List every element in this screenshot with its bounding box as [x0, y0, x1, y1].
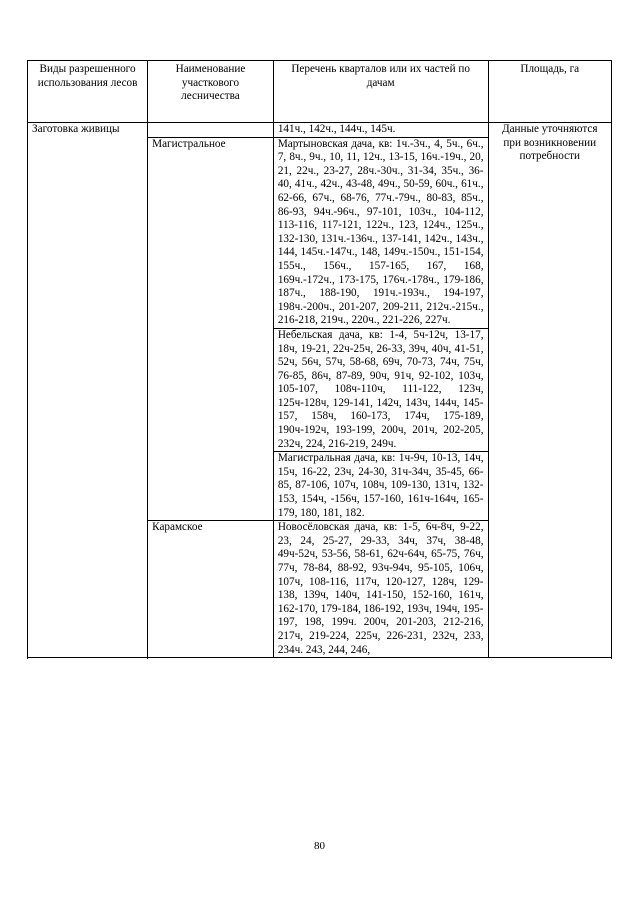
forestry-cell-empty [148, 123, 274, 138]
forest-use-table [27, 60, 612, 658]
header-forestry: Наименование участкового лесничества [148, 61, 274, 123]
area-cell: Данные уточняются при возникновении потребности [488, 123, 612, 658]
table-row [28, 123, 612, 138]
quarters-cell: Небельская дача, кв: 1-4, 5ч-12ч, 13-17, 18ч, 19-21, 22ч-25ч, 26-33, 39ч, 40ч, 41-51, 52ч, 56ч, 57ч, 58-68, 69ч, 70-73, 74ч, 75ч, 76-85, 86ч, 87-89, 90ч, 91ч, 92-102, 103ч, 105-107, 108ч-110ч, 111-122, 123ч, 125ч-128ч, 129-141, 142ч, 143ч, 144ч, 145-157, 158ч, 160-173, 174ч, 175-189, 190ч-192ч, 193-199, 200ч, 201ч, 202-205, 232ч, 224, 216-219, 249ч. [273, 328, 488, 451]
forestry-cell: Карамское [148, 521, 274, 658]
use-type-cell: Заготовка живицы [28, 123, 148, 658]
quarters-cell: Мартыновская дача, кв: 1ч.-3ч., 4, 5ч., 6ч., 7, 8ч., 9ч., 10, 11, 12ч., 13-15, 16ч.-19ч., 20, 21, 22ч., 23-27, 28ч.-30ч., 31-34, 35ч., 36-40, 41ч., 42ч., 43-48, 49ч., 50-59, 60ч., 61ч., 62-66, 67ч., 68-76, 77ч.-79ч., 80-83, 85ч., 86-93, 94ч.-96ч., 97-101, 103ч., 104-112, 113-116, 117-121, 122ч., 123, 124ч., 125ч., 132-130, 131ч.-136ч., 137-141, 142ч., 143ч., 144, 145ч.-147ч., 148, 149ч.-150ч., 151-154, 155ч., 156ч., 157-165, 167, 168, 169ч.-172ч., 173-175, 176ч.-178ч., 179-186, 187ч., 188-190, 191ч.-193ч., 194-197, 198ч.-200ч., 201-207, 209-211, 212ч.-215ч., 216-218, 219ч., 220ч., 221-226, 227ч. [273, 137, 488, 328]
page-number: 80 [314, 840, 325, 852]
header-use-type: Виды разрешенного использования лесов [28, 61, 148, 123]
forestry-cell: Магистральное [148, 137, 274, 521]
header-area: Площадь, га [488, 61, 612, 123]
quarters-cell: 141ч., 142ч., 144ч., 145ч. [273, 123, 488, 138]
quarters-cell: Новосёловская дача, кв: 1-5, 6ч-8ч, 9-22, 23, 24, 25-27, 29-33, 34ч, 37ч, 38-48, 49ч-52ч, 53-56, 58-61, 62ч-64ч, 65-75, 76ч, 77ч, 78-84, 88-92, 93ч-94ч, 95-105, 106ч, 107ч, 108-116, 117ч, 120-127, 128ч, 129-138, 139ч, 140ч, 141-150, 152-160, 161ч, 162-170, 179-184, 186-192, 193ч, 194ч, 195-197, 198, 199ч. 200ч, 201-203, 212-216, 217ч, 219-224, 225ч, 226-231, 232ч, 233, 234ч. 243, 244, 246, [273, 521, 488, 658]
header-quarters: Перечень кварталов или их частей по дачам [273, 61, 488, 123]
header-row [28, 61, 612, 123]
quarters-cell: Магистральная дача, кв: 1ч-9ч, 10-13, 14ч, 15ч, 16-22, 23ч, 24-30, 31ч-34ч, 35-45, 66-85, 87-106, 107ч, 108ч, 109-130, 131ч, 132-153, 154ч, -156ч, 157-160, 161ч-164ч, 165-179, 180, 181, 182. [273, 452, 488, 521]
